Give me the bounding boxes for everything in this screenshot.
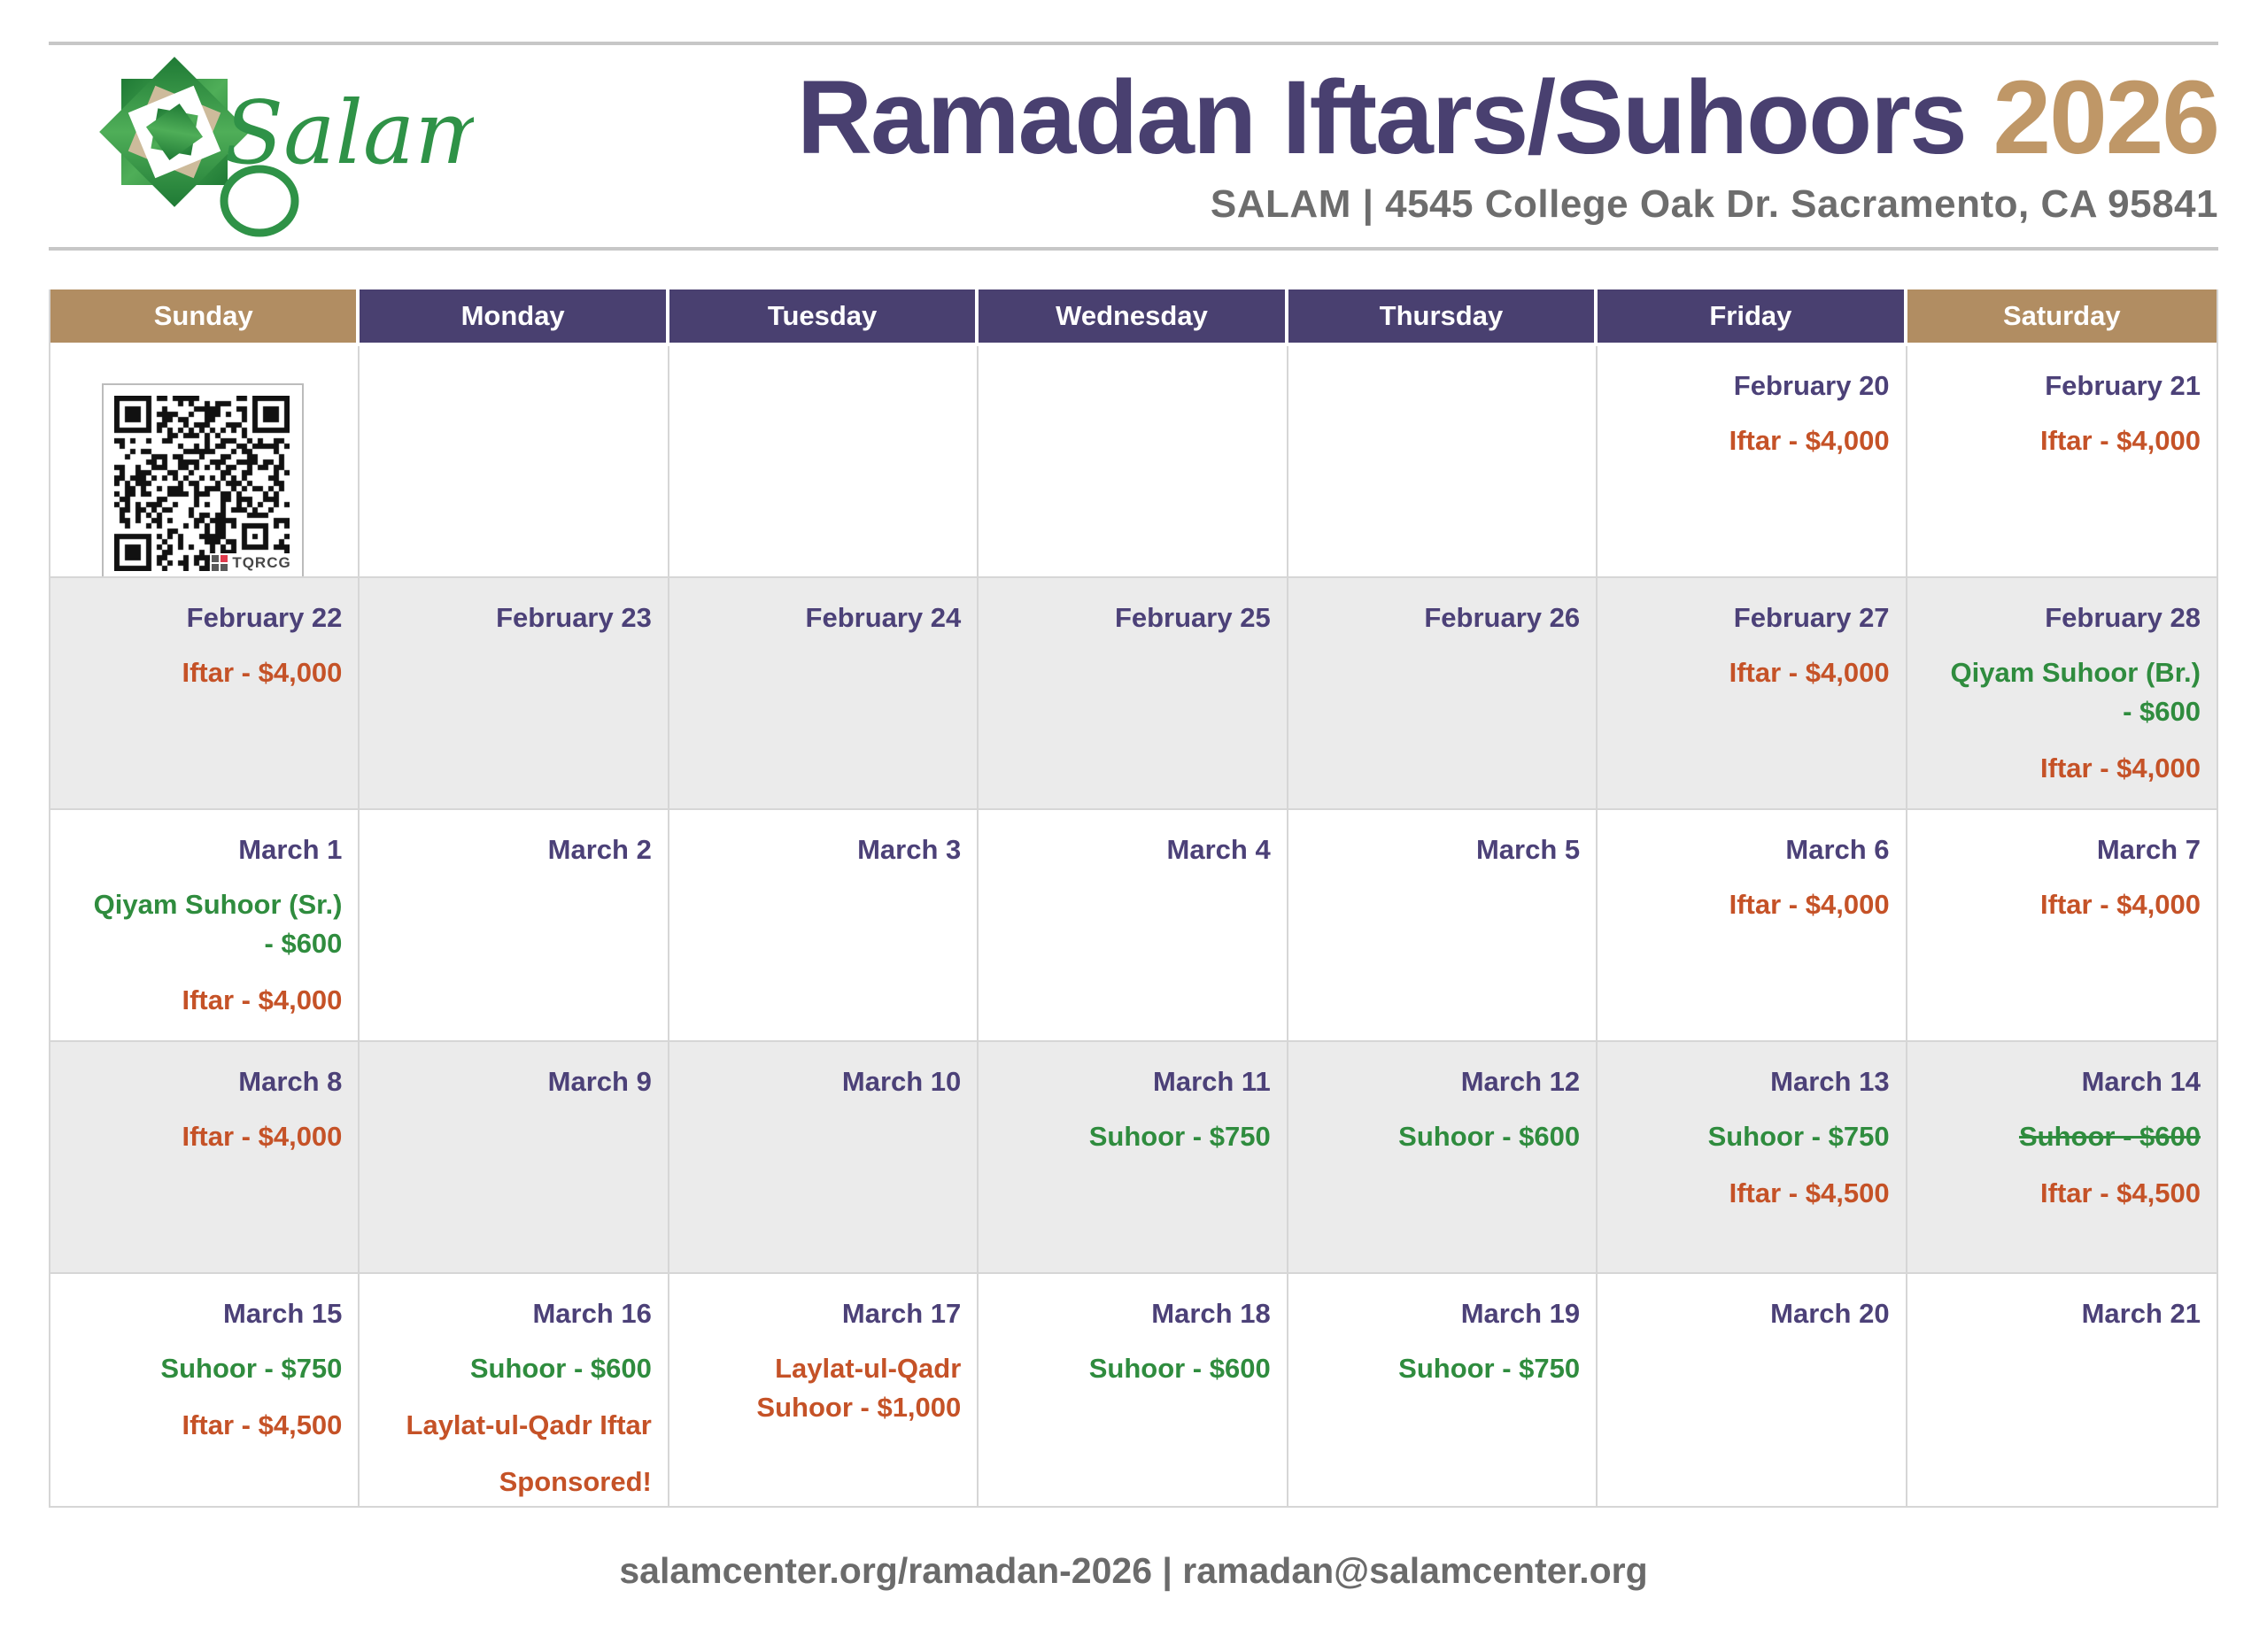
cell-event	[1920, 653, 2201, 731]
event-line: Iftar - $4,500	[2040, 1177, 2201, 1208]
cell-date: March 20	[1770, 1298, 1890, 1329]
event-line: Iftar - $4,000	[1729, 424, 1890, 456]
calendar-cell	[360, 810, 669, 1042]
event-line: Suhoor - $750	[1088, 1120, 1271, 1152]
calendar-table	[49, 289, 2218, 1508]
calendar-cell	[1907, 346, 2217, 578]
cell-event	[991, 1117, 1270, 1156]
calendar-cell	[669, 578, 979, 810]
event-line: Iftar - $4,000	[182, 1120, 343, 1152]
cell-event	[1920, 1117, 2201, 1156]
cell-date: March 21	[2081, 1298, 2201, 1329]
calendar-cell	[1288, 810, 1598, 1042]
calendar-cell	[669, 1274, 979, 1506]
event-line: Suhoor - $1,000	[756, 1391, 962, 1423]
cell-date: February 21	[2045, 370, 2201, 401]
cell-date: February 20	[1733, 370, 1890, 401]
logo-wordmark: Salam	[224, 82, 474, 184]
qr-watermark	[210, 553, 292, 573]
calendar-cell	[50, 346, 360, 578]
qr-watermark-icon	[212, 555, 228, 571]
calendar-cell	[360, 1274, 669, 1506]
event-line: Suhoor - $600	[2018, 1120, 2201, 1152]
cell-date: March 8	[238, 1066, 343, 1097]
cell-date: February 26	[1424, 602, 1581, 633]
cell-date: February 28	[2045, 602, 2201, 633]
cell-event	[682, 1349, 961, 1427]
event-line: Laylat-ul-Qadr Iftar	[406, 1409, 652, 1440]
calendar-cell	[1907, 1042, 2217, 1274]
cell-date: March 13	[1770, 1066, 1890, 1097]
day-header-tuesday: Tuesday	[669, 289, 979, 346]
event-line: Iftar - $4,000	[1729, 656, 1890, 688]
cell-event	[372, 1463, 651, 1501]
event-line: Suhoor - $600	[1398, 1120, 1581, 1152]
cell-event	[1610, 1117, 1889, 1156]
qr-pattern	[114, 396, 290, 571]
cell-date: March 6	[1785, 834, 1890, 865]
event-line: Iftar - $4,000	[1729, 888, 1890, 920]
cell-event	[63, 1406, 342, 1445]
cell-date: March 7	[2096, 834, 2201, 865]
cell-event	[63, 653, 342, 692]
address-line: SALAM | 4545 College Oak Dr. Sacramento, CA 95841	[1210, 182, 2218, 226]
calendar-cell	[1598, 1042, 1907, 1274]
cell-event	[1610, 885, 1889, 924]
event-line: Iftar - $4,000	[2040, 888, 2201, 920]
day-header-saturday: Saturday	[1907, 289, 2217, 346]
calendar-cell	[979, 1042, 1288, 1274]
calendar-cell	[360, 1042, 669, 1274]
cell-date: March 9	[547, 1066, 652, 1097]
cell-date: March 19	[1460, 1298, 1581, 1329]
cell-date: March 16	[532, 1298, 652, 1329]
page-title-main: Ramadan Iftars/Suhoors	[796, 59, 1993, 176]
cell-date: March 12	[1460, 1066, 1581, 1097]
calendar-cell	[1598, 810, 1907, 1042]
calendar-cell	[1598, 1274, 1907, 1506]
calendar-cell	[1598, 346, 1907, 578]
page-title-year: 2026	[1992, 59, 2218, 176]
cell-event	[1610, 421, 1889, 460]
cell-date: March 4	[1166, 834, 1271, 865]
cell-date: February 25	[1114, 602, 1271, 633]
salam-logo	[93, 43, 474, 250]
calendar-cell	[979, 810, 1288, 1042]
calendar-cell	[979, 346, 1288, 578]
cell-date: March 11	[1153, 1066, 1271, 1097]
calendar-cell	[1598, 578, 1907, 810]
day-header-monday: Monday	[360, 289, 669, 346]
calendar-cell	[1288, 1042, 1598, 1274]
cell-date: March 3	[857, 834, 962, 865]
calendar-cell	[1288, 578, 1598, 810]
calendar-cell	[1907, 810, 2217, 1042]
event-line: Suhoor - $600	[469, 1352, 652, 1384]
cell-event	[63, 885, 342, 963]
event-line: Qiyam Suhoor (Br.)	[1950, 656, 2201, 688]
day-header-thursday: Thursday	[1288, 289, 1598, 346]
page-title	[796, 59, 2218, 176]
event-line: Sponsored!	[499, 1465, 652, 1497]
calendar-cell	[360, 578, 669, 810]
calendar-cell	[50, 1274, 360, 1506]
calendar-cell	[669, 810, 979, 1042]
event-line: Iftar - $4,000	[182, 656, 343, 688]
cell-event	[1301, 1349, 1580, 1388]
cell-event	[63, 1349, 342, 1388]
calendar-cell	[979, 1274, 1288, 1506]
header-band	[49, 42, 2218, 251]
calendar-cell	[50, 810, 360, 1042]
event-line: Iftar - $4,000	[182, 984, 343, 1015]
cell-date: February 24	[805, 602, 962, 633]
cell-event	[1610, 653, 1889, 692]
cell-date: March 15	[223, 1298, 343, 1329]
event-line: - $600	[264, 927, 343, 959]
calendar-cell	[1288, 346, 1598, 578]
event-line: Suhoor - $750	[1398, 1352, 1581, 1384]
event-line: Suhoor - $750	[1707, 1120, 1890, 1152]
cell-event	[1301, 1117, 1580, 1156]
calendar-cell	[979, 578, 1288, 810]
cell-date: March 10	[841, 1066, 962, 1097]
cell-event	[991, 1349, 1270, 1388]
cell-date: March 2	[547, 834, 652, 865]
day-header-friday: Friday	[1598, 289, 1907, 346]
calendar-cell	[50, 578, 360, 810]
cell-event	[63, 981, 342, 1020]
event-line: Iftar - $4,500	[1729, 1177, 1890, 1208]
calendar-cell	[669, 1042, 979, 1274]
event-line: - $600	[2123, 695, 2201, 727]
event-line: Iftar - $4,000	[2040, 424, 2201, 456]
qr-code	[102, 383, 304, 578]
cell-event	[1920, 1174, 2201, 1213]
event-line: Iftar - $4,500	[182, 1409, 343, 1440]
event-line: Suhoor - $750	[160, 1352, 343, 1384]
cell-date: March 1	[238, 834, 343, 865]
event-line: Suhoor - $600	[1088, 1352, 1271, 1384]
cell-event	[1610, 1174, 1889, 1213]
event-line: Iftar - $4,000	[2040, 752, 2201, 784]
cell-event	[63, 1117, 342, 1156]
day-header-sunday: Sunday	[50, 289, 360, 346]
cell-event	[1920, 885, 2201, 924]
cell-event	[1920, 421, 2201, 460]
day-header-wednesday: Wednesday	[979, 289, 1288, 346]
calendar-cell	[50, 1042, 360, 1274]
calendar-cell	[1288, 1274, 1598, 1506]
footer-contact: salamcenter.org/ramadan-2026 | ramadan@salamcenter.org	[619, 1550, 1648, 1591]
cell-date: February 22	[186, 602, 343, 633]
cell-date: March 18	[1151, 1298, 1271, 1329]
cell-date: February 27	[1733, 602, 1890, 633]
cell-event	[372, 1349, 651, 1388]
cell-date: March 5	[1475, 834, 1581, 865]
calendar-cell	[1907, 1274, 2217, 1506]
qr-watermark-label: TQRCG	[232, 554, 291, 571]
event-line: Laylat-ul-Qadr	[775, 1352, 962, 1384]
cell-date: March 14	[2081, 1066, 2201, 1097]
cell-event	[372, 1406, 651, 1445]
calendar-cell	[360, 346, 669, 578]
calendar-wrap	[49, 289, 2218, 1508]
cell-date: February 23	[496, 602, 652, 633]
cell-event	[1920, 749, 2201, 788]
event-line: Qiyam Suhoor (Sr.)	[93, 888, 343, 920]
calendar-cell	[669, 346, 979, 578]
calendar-cell	[1907, 578, 2217, 810]
cell-date: March 17	[841, 1298, 962, 1329]
